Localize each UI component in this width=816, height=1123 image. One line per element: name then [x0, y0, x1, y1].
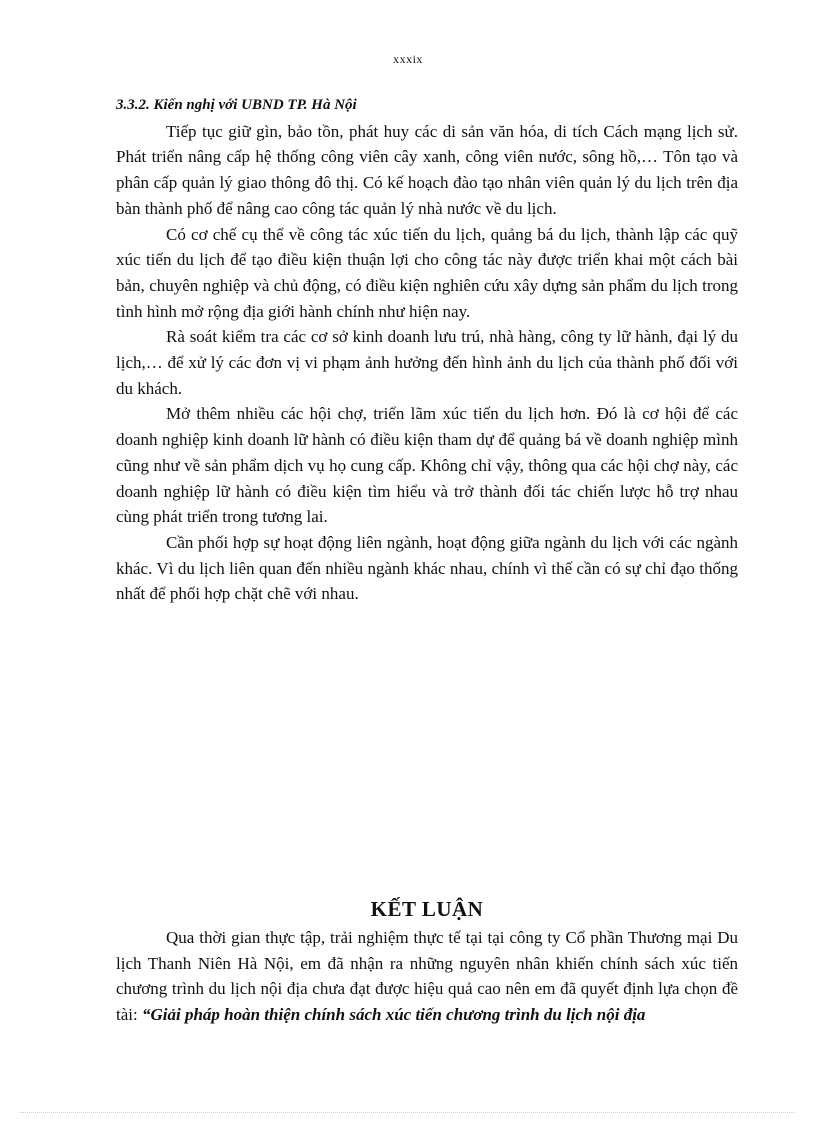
page-bottom-divider: [20, 1112, 796, 1113]
conclusion-title: KẾT LUẬN: [370, 897, 484, 921]
page-number: xxxix: [393, 52, 423, 66]
thesis-topic: “Giải pháp hoàn thiện chính sách xúc tiến chương trình du lịch nội địa: [141, 1005, 646, 1025]
paragraph-4: Mở thêm nhiều các hội chợ, triển lãm xúc tiến du lịch hơn. Đó là cơ hội để các doanh nghiệp kinh doanh lữ hành có điều kiện tham dự để quảng bá về doanh nghiệp mình cũng như về sản phẩm dịch vụ họ cung cấp. Không chỉ vậy, thông qua các hội chợ này, các doanh nghiệp lữ hành có điều kiện tìm hiểu và trở thành đối tác chiến lược hỗ trợ nhau cùng phát triển trong tương lai.: [116, 404, 738, 527]
section-heading: 3.3.2. Kiến nghị với UBND TP. Hà Nội: [116, 97, 357, 113]
conclusion-intro-text: Qua thời gian thực tập, trải nghiệm thực tế tại tại công ty Cổ phần Thương mại Du lịch Thanh Niên Hà Nội, em đã nhận ra những nguyên nhân khiến chính sách xúc tiến chương trình du lịch nội địa chưa đạt được hiệu quả cao nên em đã quyết định lựa chọn đề tài:: [116, 928, 738, 1025]
conclusion-section: [116, 895, 738, 1028]
section-kien-nghi: [116, 93, 738, 607]
paragraph-3: Rà soát kiểm tra các cơ sở kinh doanh lưu trú, nhà hàng, công ty lữ hành, đại lý du lịch,… để xử lý các đơn vị vi phạm ảnh hưởng đến hình ảnh du lịch của thành phố đối với du khách.: [116, 327, 738, 398]
paragraph-1: Tiếp tục giữ gìn, bảo tồn, phát huy các di sản văn hóa, di tích Cách mạng lịch sử. Phát triển nâng cấp hệ thống công viên cây xanh, công viên nước, sông hồ,… Tôn tạo và phân cấp quản lý giao thông đô thị. Có kế hoạch đào tạo nhân viên quản lý du lịch trên địa bàn thành phố để nâng cao công tác quản lý nhà nước về du lịch.: [116, 121, 738, 218]
conclusion-paragraph: [116, 925, 738, 1028]
paragraph-5: Cần phối hợp sự hoạt động liên ngành, hoạt động giữa ngành du lịch với các ngành khác. Vì du lịch liên quan đến nhiều ngành khác nhau, chính vì thế cần có sự chỉ đạo thống nhất để phối hợp chặt chẽ với nhau.: [116, 532, 738, 604]
paragraph-2: Có cơ chế cụ thể về công tác xúc tiến du lịch, quảng bá du lịch, thành lập các quỹ xúc tiến du lịch để tạo điều kiện thuận lợi cho công tác này được triển khai một cách bài bản, chuyên nghiệp và chủ động, có điều kiện nghiên cứu xây dựng sản phẩm du lịch trong tình hình mở rộng địa giới hành chính như hiện nay.: [116, 224, 738, 321]
